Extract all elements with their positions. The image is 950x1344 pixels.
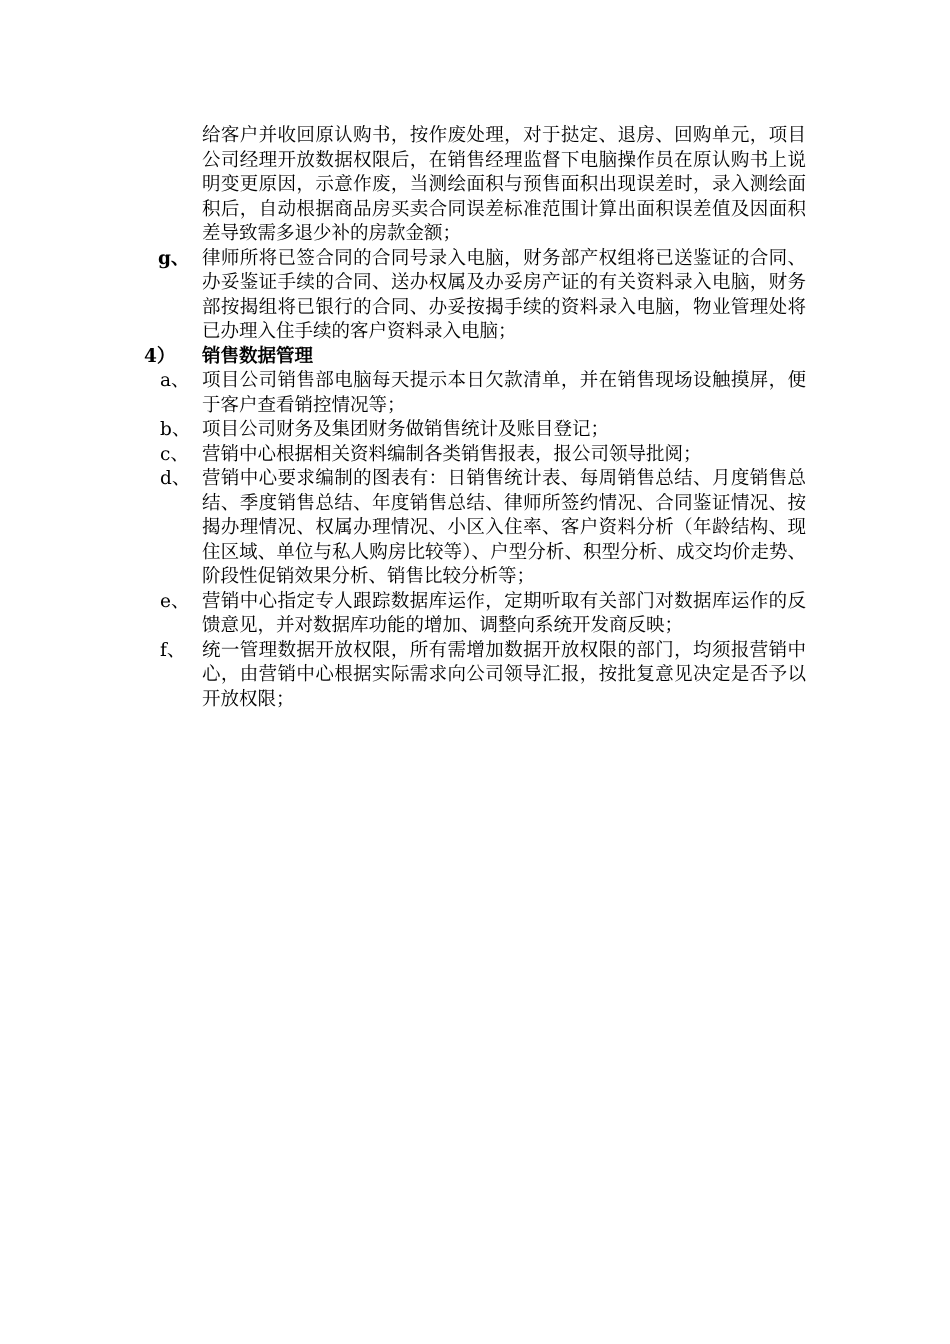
continuation-paragraph: 给客户并收回原认购书，按作废处理，对于挞定、退房、回购单元，项目公司经理开放数据权限后，在销售经理监督下电脑操作员在原认购书上说明变更原因，示意作废，当测绘面积与预售面积出现误差时，录入测绘面积后，自动根据商品房买卖合同误差标准范围计算出面积误差值及因面积差导致需多退少补的房款金额；	[202, 125, 806, 244]
list-marker: d、	[160, 468, 191, 489]
list-item-text: 营销中心要求编制的图表有：日销售统计表、每周销售总结、月度销售总结、季度销售总结、年度销售总结、律师所签约情况、合同鉴证情况、按揭办理情况、权属办理情况、小区入住率、客户资料分析（年龄结构、现住区域、单位与私人购房比较等）、户型分析、积型分析、成交均价走势、阶段性促销效果分析、销售比较分析等；	[202, 468, 806, 587]
list-item-text: 律师所将已签合同的合同号录入电脑，财务部产权组将已送鉴证的合同、办妥鉴证手续的合同、送办权属及办妥房产证的有关资料录入电脑，财务部按揭组将已银行的合同、办妥按揭手续的资料录入电脑，物业管理处将已办理入住手续的客户资料录入电脑；	[202, 247, 806, 342]
document-body	[0, 124, 950, 712]
section-number: 4）	[144, 345, 176, 367]
list-item-e	[160, 590, 806, 639]
list-item-text: 项目公司销售部电脑每天提示本日欠款清单，并在销售现场设触摸屏，便于客户查看销控情况等；	[202, 370, 806, 416]
list-marker: g、	[158, 247, 190, 269]
list-marker: e、	[160, 590, 190, 612]
list-item-text: 营销中心根据相关资料编制各类销售报表，报公司领导批阅；	[202, 443, 702, 465]
list-marker: c、	[160, 443, 189, 465]
list-item-b	[160, 418, 806, 443]
list-item-text: 营销中心指定专人跟踪数据库运作，定期听取有关部门对数据库运作的反馈意见，并对数据库功能的增加、调整向系统开发商反映；	[202, 590, 806, 636]
list-item-f	[160, 639, 806, 713]
list-marker: f、	[160, 639, 186, 661]
list-item-a	[160, 369, 806, 418]
list-item-text: 统一管理数据开放权限，所有需增加数据开放权限的部门，均须报营销中心，由营销中心根据实际需求向公司领导汇报，按批复意见决定是否予以开放权限；	[202, 639, 806, 710]
list-marker: a、	[160, 370, 190, 391]
section-heading	[144, 345, 806, 370]
list-item-c	[160, 443, 806, 468]
list-item-d	[160, 467, 806, 590]
list-marker: b、	[160, 419, 191, 440]
section-title: 销售数据管理	[202, 345, 314, 367]
list-item-g	[158, 247, 806, 345]
list-item-text: 项目公司财务及集团财务做销售统计及账目登记；	[202, 419, 610, 440]
